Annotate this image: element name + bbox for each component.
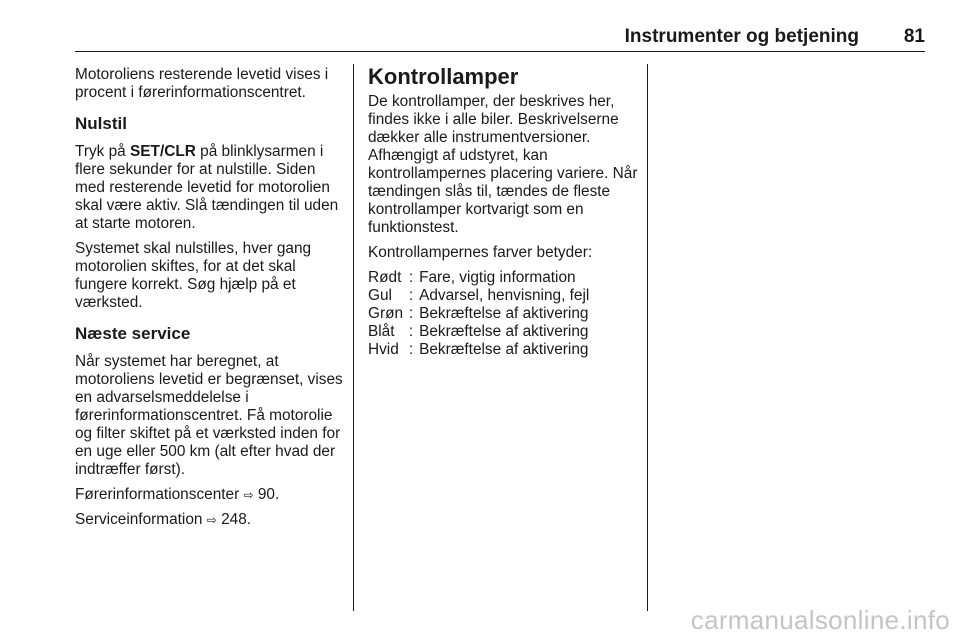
color-meaning: Bekræftelse af aktivering: [419, 341, 589, 358]
right-column: [368, 66, 638, 359]
naeste-service-paragraph: Når systemet har beregnet, at motoroliens levetid er begrænset, vises en advarselsmeddelelse i førerinformationscentret. Få motorolie og filter skiftet på et værksted inden for en uge eller 500 km (alt efter hvad der indtræffer først).: [75, 353, 343, 478]
header-rule: [75, 51, 925, 52]
intro-paragraph: Motoroliens resterende levetid vises i procent i førerinformationscentret.: [75, 66, 329, 101]
nulstil-heading: Nulstil: [75, 114, 127, 133]
color-name: Hvid: [368, 341, 399, 358]
set-clr-label: SET/CLR: [130, 143, 196, 160]
color-legend-table: [368, 269, 589, 359]
color-separator: :: [408, 305, 414, 322]
reference-driver-info: [75, 486, 345, 504]
kontrollamper-paragraph: De kontrollamper, der beskrives her, findes ikke i alle biler. Beskrivelserne dækker alle instrumentversioner. Afhængigt af udstyret, kan kontrollampernes placering variere. Når tændingen slås til, tændes de fleste kontrollamper kortvarigt som en funktionstest.: [368, 93, 638, 236]
reference-service-info: [75, 511, 345, 529]
left-column: [75, 66, 345, 536]
column-divider-right: [647, 64, 648, 611]
page-ref-arrow-icon: ⇨: [206, 513, 217, 527]
colors-intro: Kontrollampernes farver betyder:: [368, 244, 593, 261]
color-name: Grøn: [368, 305, 404, 322]
page-number: 81: [903, 26, 925, 47]
naeste-service-heading: Næste service: [75, 324, 191, 343]
ref-service-info-text: Serviceinformation: [75, 511, 207, 528]
nulstil-paragraph-1: [75, 143, 345, 233]
column-divider-left: [353, 64, 354, 611]
table-row: [368, 287, 589, 305]
nulstil-paragraph-2: Systemet skal nulstilles, hver gang motorolien skiftes, for at det skal fungere korrekt. Søg hjælp på et værksted.: [75, 240, 312, 311]
color-separator: :: [408, 269, 414, 286]
color-name: Gul: [368, 287, 392, 304]
table-row: [368, 323, 589, 341]
color-separator: :: [408, 341, 414, 358]
ref-service-info-page: 248.: [216, 511, 252, 528]
color-meaning: Bekræftelse af aktivering: [419, 323, 589, 340]
table-row: [368, 341, 589, 359]
site-watermark: carmanualsonline.info: [690, 605, 950, 635]
ref-driver-info-text: Førerinformationscenter: [75, 486, 244, 503]
color-meaning: Advarsel, henvisning, fejl: [419, 287, 590, 304]
page-ref-arrow-icon: ⇨: [243, 488, 254, 502]
table-row: [368, 305, 589, 323]
color-name: Blåt: [368, 323, 395, 340]
color-meaning: Fare, vigtig information: [419, 269, 576, 286]
nulstil-text-start: Tryk på: [75, 143, 131, 160]
section-title: Instrumenter og betjening: [624, 26, 859, 47]
kontrollamper-heading: Kontrollamper: [368, 64, 519, 89]
color-separator: :: [408, 323, 414, 340]
color-meaning: Bekræftelse af aktivering: [419, 305, 589, 322]
nulstil-text-end: på blinklysarmen i flere sekunder for at nulstille. Siden med resterende levetid for motorolien skal være aktiv. Slå tændingen til uden at starte motoren.: [75, 143, 339, 232]
table-row: [368, 269, 589, 287]
page-header: [75, 26, 925, 50]
ref-driver-info-page: 90.: [253, 486, 280, 503]
color-separator: :: [408, 287, 414, 304]
color-name: Rødt: [368, 269, 402, 286]
